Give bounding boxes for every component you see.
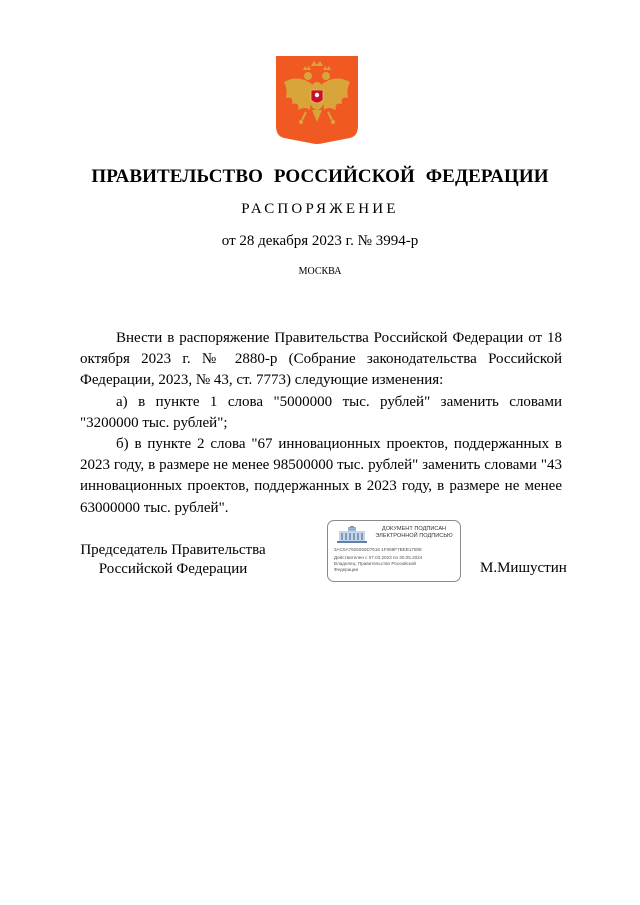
position-line-1: Председатель Правительства [80, 542, 266, 558]
esig-title-line-1: ДОКУМЕНТ ПОДПИСАН [381, 526, 447, 532]
esig-validity: Действителен с 07.03.2023 по 30.05.2024 [334, 555, 423, 560]
esig-owner-line-1: Владелец: Правительство Российской [334, 561, 416, 566]
signatory-name: М.Мишустин [480, 560, 567, 576]
document-date-number: от 28 декабря 2023 г. № 3994-р [221, 233, 419, 249]
russian-coat-of-arms-icon [276, 56, 358, 144]
intro-paragraph: Внести в распоряжение Правительства Российской Федерации от 18 октября 2023 г. № 2880-р (Собрание законодательства Российской Федерации, 2023, № 43, ст. 7773) следующие изменения: [80, 330, 562, 389]
esig-certificate: 3AC0A7925050D7616 1F089F7BEB1780E [334, 547, 423, 552]
document-body [80, 328, 562, 519]
signatory-position [70, 541, 276, 579]
document-type: РАСПОРЯЖЕНИЕ [241, 201, 399, 217]
position-line-2: Российской Федерации [98, 561, 248, 577]
document-city: МОСКВА [298, 266, 342, 277]
electronic-signature-stamp [327, 520, 461, 582]
esig-owner-line-2: Федерации [334, 567, 359, 572]
item-a-paragraph: а) в пункте 1 слова "5000000 тыс. рублей" заменить словами "3200000 тыс. рублей"; [80, 393, 562, 431]
esig-title [368, 526, 460, 540]
esig-title-line-2: ЭЛЕКТРОННОЙ ПОДПИСЬЮ [375, 533, 453, 539]
government-title: ПРАВИТЕЛЬСТВО РОССИЙСКОЙ ФЕДЕРАЦИИ [91, 166, 549, 187]
item-b-paragraph: б) в пункте 2 слова "67 инновационных проектов, поддержанных в 2023 году, в размере не менее 98500000 тыс. рублей" заменить словами "43 инновационных проектов, поддержанных в 2023 году, в размере не менее 63000000 тыс. рублей". [80, 436, 562, 516]
government-building-icon [336, 526, 368, 543]
